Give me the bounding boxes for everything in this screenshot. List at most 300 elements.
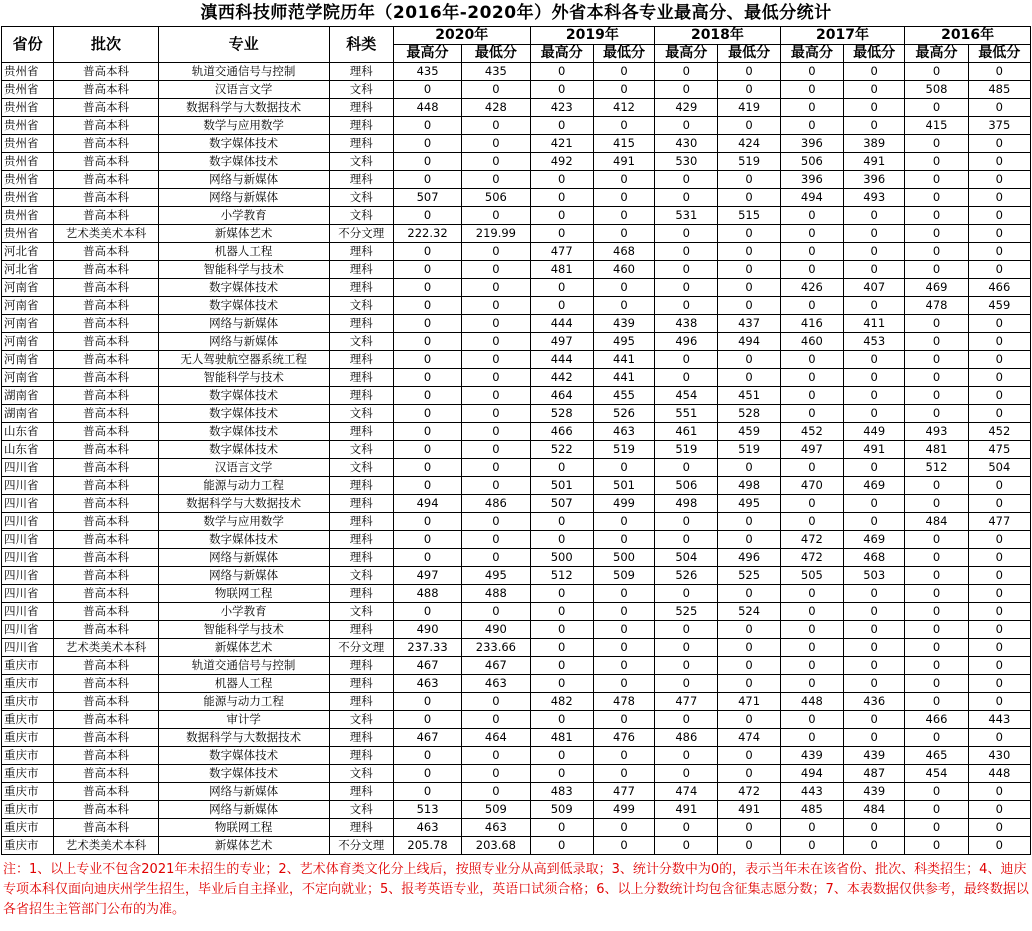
max-2020-cell: 0	[393, 333, 461, 351]
min-2020-cell: 0	[462, 747, 530, 765]
max-2016-cell: 0	[905, 207, 968, 225]
footnote: 注：1、以上专业不包含2021年未招生的专业；2、艺术体育类文化分上线后，按照专业分从高到低录取；3、统计分数中为0的，表示当年未在该省份、批次、科类招生；4、迪庆专项本科仅面向迪庆州学生招生，毕业后自主择业，不定向就业；5、报考英语专业，英语口试须合格；6、以上分数统计均包含征集志愿分数；7、本表数据仅供参考，最终数据以各省招生主管部门公布的为准。	[3, 862, 1029, 917]
header-major: 专业	[158, 27, 329, 63]
table-row	[2, 693, 1031, 711]
batch-cell: 普高本科	[54, 117, 159, 135]
max-2018-cell: 0	[655, 585, 718, 603]
max-2019-cell: 0	[530, 225, 593, 243]
min-2016-cell: 0	[968, 819, 1030, 837]
min-2018-cell: 515	[718, 207, 780, 225]
batch-cell: 普高本科	[54, 603, 159, 621]
batch-cell: 普高本科	[54, 423, 159, 441]
max-2020-cell: 467	[393, 657, 461, 675]
max-2019-cell: 477	[530, 243, 593, 261]
major-cell: 能源与动力工程	[158, 693, 329, 711]
min-2020-cell: 0	[462, 279, 530, 297]
min-2019-cell: 412	[593, 99, 654, 117]
max-2019-cell: 0	[530, 657, 593, 675]
province-cell: 贵州省	[2, 99, 54, 117]
max-2017-cell: 452	[780, 423, 843, 441]
max-2017-cell: 396	[780, 171, 843, 189]
min-2020-cell: 464	[462, 729, 530, 747]
max-2019-cell: 0	[530, 81, 593, 99]
min-2016-cell: 504	[968, 459, 1030, 477]
province-cell: 湖南省	[2, 405, 54, 423]
max-2017-cell: 448	[780, 693, 843, 711]
min-2020-cell: 0	[462, 243, 530, 261]
min-2019-cell: 0	[593, 585, 654, 603]
header-subject: 科类	[329, 27, 393, 63]
max-2019-cell: 528	[530, 405, 593, 423]
max-2016-cell: 0	[905, 837, 968, 855]
max-2018-cell: 0	[655, 819, 718, 837]
province-cell: 四川省	[2, 495, 54, 513]
max-2018-cell: 506	[655, 477, 718, 495]
min-2016-cell: 0	[968, 801, 1030, 819]
max-2018-cell: 526	[655, 567, 718, 585]
table-row	[2, 81, 1031, 99]
max-2019-cell: 442	[530, 369, 593, 387]
table-row	[2, 135, 1031, 153]
min-2017-cell: 0	[844, 369, 905, 387]
major-cell: 数字媒体技术	[158, 279, 329, 297]
min-2020-cell: 490	[462, 621, 530, 639]
header-year-2017: 2017年	[780, 27, 905, 45]
min-2019-cell: 495	[593, 333, 654, 351]
subject-cell: 文科	[329, 801, 393, 819]
table-row	[2, 441, 1031, 459]
min-2018-cell: 0	[718, 657, 780, 675]
min-2016-cell: 0	[968, 729, 1030, 747]
table-row	[2, 729, 1031, 747]
max-2016-cell: 0	[905, 387, 968, 405]
max-2018-cell: 461	[655, 423, 718, 441]
batch-cell: 普高本科	[54, 657, 159, 675]
max-2017-cell: 0	[780, 675, 843, 693]
max-2019-cell: 501	[530, 477, 593, 495]
min-2017-cell: 469	[844, 477, 905, 495]
max-2017-cell: 416	[780, 315, 843, 333]
max-2019-cell: 0	[530, 207, 593, 225]
subject-cell: 文科	[329, 441, 393, 459]
min-2020-cell: 509	[462, 801, 530, 819]
province-cell: 河北省	[2, 243, 54, 261]
min-2019-cell: 415	[593, 135, 654, 153]
batch-cell: 普高本科	[54, 333, 159, 351]
max-2019-cell: 483	[530, 783, 593, 801]
max-2020-cell: 488	[393, 585, 461, 603]
subject-cell: 理科	[329, 693, 393, 711]
batch-cell: 普高本科	[54, 693, 159, 711]
max-2019-cell: 0	[530, 189, 593, 207]
min-2016-cell: 0	[968, 369, 1030, 387]
batch-cell: 普高本科	[54, 549, 159, 567]
max-2017-cell: 0	[780, 495, 843, 513]
max-2019-cell: 0	[530, 675, 593, 693]
max-2016-cell: 493	[905, 423, 968, 441]
major-cell: 数学与应用数学	[158, 117, 329, 135]
min-2020-cell: 0	[462, 459, 530, 477]
major-cell: 数据科学与大数据技术	[158, 729, 329, 747]
max-2019-cell: 507	[530, 495, 593, 513]
min-2019-cell: 0	[593, 531, 654, 549]
min-2020-cell: 463	[462, 675, 530, 693]
header-min-2020: 最低分	[462, 45, 530, 63]
max-2018-cell: 0	[655, 225, 718, 243]
min-2016-cell: 477	[968, 513, 1030, 531]
max-2020-cell: 0	[393, 711, 461, 729]
min-2018-cell: 0	[718, 531, 780, 549]
min-2016-cell: 0	[968, 207, 1030, 225]
min-2019-cell: 0	[593, 675, 654, 693]
min-2016-cell: 0	[968, 783, 1030, 801]
province-cell: 重庆市	[2, 675, 54, 693]
max-2016-cell: 0	[905, 639, 968, 657]
major-cell: 网络与新媒体	[158, 801, 329, 819]
province-cell: 贵州省	[2, 189, 54, 207]
max-2017-cell: 494	[780, 189, 843, 207]
max-2020-cell: 0	[393, 81, 461, 99]
min-2016-cell: 0	[968, 693, 1030, 711]
subject-cell: 不分文理	[329, 639, 393, 657]
max-2018-cell: 477	[655, 693, 718, 711]
min-2016-cell: 375	[968, 117, 1030, 135]
min-2018-cell: 0	[718, 117, 780, 135]
max-2017-cell: 0	[780, 405, 843, 423]
max-2017-cell: 0	[780, 639, 843, 657]
min-2016-cell: 0	[968, 153, 1030, 171]
min-2018-cell: 0	[718, 261, 780, 279]
max-2020-cell: 0	[393, 531, 461, 549]
batch-cell: 艺术类美术本科	[54, 225, 159, 243]
min-2019-cell: 441	[593, 369, 654, 387]
max-2017-cell: 0	[780, 387, 843, 405]
max-2019-cell: 444	[530, 351, 593, 369]
major-cell: 网络与新媒体	[158, 567, 329, 585]
max-2016-cell: 0	[905, 531, 968, 549]
min-2017-cell: 491	[844, 441, 905, 459]
max-2018-cell: 498	[655, 495, 718, 513]
max-2020-cell: 0	[393, 513, 461, 531]
max-2018-cell: 0	[655, 747, 718, 765]
min-2016-cell: 0	[968, 495, 1030, 513]
province-cell: 重庆市	[2, 657, 54, 675]
min-2017-cell: 0	[844, 711, 905, 729]
max-2018-cell: 0	[655, 279, 718, 297]
table-row	[2, 621, 1031, 639]
max-2019-cell: 482	[530, 693, 593, 711]
province-cell: 重庆市	[2, 783, 54, 801]
min-2020-cell: 0	[462, 765, 530, 783]
min-2018-cell: 0	[718, 63, 780, 81]
max-2018-cell: 429	[655, 99, 718, 117]
min-2016-cell: 485	[968, 81, 1030, 99]
max-2016-cell: 0	[905, 333, 968, 351]
min-2019-cell: 0	[593, 747, 654, 765]
batch-cell: 普高本科	[54, 243, 159, 261]
max-2018-cell: 0	[655, 675, 718, 693]
batch-cell: 普高本科	[54, 477, 159, 495]
max-2017-cell: 0	[780, 621, 843, 639]
table-row	[2, 495, 1031, 513]
batch-cell: 普高本科	[54, 801, 159, 819]
major-cell: 轨道交通信号与控制	[158, 657, 329, 675]
min-2016-cell: 0	[968, 171, 1030, 189]
min-2020-cell: 0	[462, 783, 530, 801]
min-2020-cell: 488	[462, 585, 530, 603]
max-2020-cell: 205.78	[393, 837, 461, 855]
min-2018-cell: 519	[718, 153, 780, 171]
batch-cell: 普高本科	[54, 441, 159, 459]
min-2020-cell: 0	[462, 369, 530, 387]
max-2018-cell: 0	[655, 369, 718, 387]
max-2018-cell: 454	[655, 387, 718, 405]
min-2018-cell: 528	[718, 405, 780, 423]
min-2020-cell: 0	[462, 135, 530, 153]
min-2019-cell: 0	[593, 657, 654, 675]
min-2019-cell: 0	[593, 189, 654, 207]
max-2018-cell: 486	[655, 729, 718, 747]
batch-cell: 艺术类美术本科	[54, 639, 159, 657]
subject-cell: 理科	[329, 423, 393, 441]
min-2017-cell: 0	[844, 675, 905, 693]
min-2019-cell: 0	[593, 207, 654, 225]
min-2019-cell: 519	[593, 441, 654, 459]
min-2016-cell: 0	[968, 549, 1030, 567]
max-2020-cell: 497	[393, 567, 461, 585]
batch-cell: 普高本科	[54, 387, 159, 405]
min-2018-cell: 519	[718, 441, 780, 459]
min-2016-cell: 0	[968, 657, 1030, 675]
table-row	[2, 153, 1031, 171]
max-2016-cell: 0	[905, 603, 968, 621]
max-2018-cell: 0	[655, 621, 718, 639]
max-2020-cell: 0	[393, 117, 461, 135]
subject-cell: 文科	[329, 297, 393, 315]
max-2018-cell: 0	[655, 117, 718, 135]
major-cell: 数字媒体技术	[158, 747, 329, 765]
major-cell: 网络与新媒体	[158, 783, 329, 801]
max-2019-cell: 421	[530, 135, 593, 153]
max-2017-cell: 0	[780, 513, 843, 531]
max-2016-cell: 0	[905, 171, 968, 189]
max-2017-cell: 497	[780, 441, 843, 459]
max-2017-cell: 0	[780, 117, 843, 135]
major-cell: 新媒体艺术	[158, 639, 329, 657]
min-2016-cell: 0	[968, 225, 1030, 243]
table-row	[2, 801, 1031, 819]
min-2017-cell: 439	[844, 783, 905, 801]
batch-cell: 普高本科	[54, 63, 159, 81]
max-2018-cell: 0	[655, 711, 718, 729]
major-cell: 数字媒体技术	[158, 135, 329, 153]
max-2020-cell: 222.32	[393, 225, 461, 243]
subject-cell: 理科	[329, 99, 393, 117]
max-2019-cell: 0	[530, 765, 593, 783]
max-2017-cell: 0	[780, 603, 843, 621]
min-2020-cell: 0	[462, 531, 530, 549]
batch-cell: 普高本科	[54, 207, 159, 225]
min-2016-cell: 0	[968, 567, 1030, 585]
max-2018-cell: 525	[655, 603, 718, 621]
major-cell: 智能科学与技术	[158, 621, 329, 639]
province-cell: 四川省	[2, 639, 54, 657]
batch-cell: 普高本科	[54, 405, 159, 423]
min-2018-cell: 0	[718, 243, 780, 261]
province-cell: 贵州省	[2, 117, 54, 135]
table-row	[2, 243, 1031, 261]
max-2020-cell: 490	[393, 621, 461, 639]
major-cell: 轨道交通信号与控制	[158, 63, 329, 81]
subject-cell: 理科	[329, 171, 393, 189]
major-cell: 网络与新媒体	[158, 171, 329, 189]
table-row	[2, 369, 1031, 387]
min-2020-cell: 0	[462, 423, 530, 441]
table-row	[2, 99, 1031, 117]
batch-cell: 普高本科	[54, 279, 159, 297]
province-cell: 河南省	[2, 333, 54, 351]
min-2018-cell: 0	[718, 171, 780, 189]
province-cell: 河南省	[2, 351, 54, 369]
province-cell: 贵州省	[2, 135, 54, 153]
min-2020-cell: 435	[462, 63, 530, 81]
subject-cell: 文科	[329, 711, 393, 729]
max-2016-cell: 484	[905, 513, 968, 531]
min-2016-cell: 0	[968, 189, 1030, 207]
province-cell: 重庆市	[2, 729, 54, 747]
max-2018-cell: 0	[655, 243, 718, 261]
batch-cell: 普高本科	[54, 189, 159, 207]
min-2019-cell: 477	[593, 783, 654, 801]
min-2018-cell: 474	[718, 729, 780, 747]
min-2019-cell: 0	[593, 171, 654, 189]
max-2016-cell: 0	[905, 549, 968, 567]
min-2017-cell: 0	[844, 261, 905, 279]
max-2018-cell: 430	[655, 135, 718, 153]
min-2017-cell: 493	[844, 189, 905, 207]
subject-cell: 理科	[329, 315, 393, 333]
max-2019-cell: 0	[530, 819, 593, 837]
max-2019-cell: 0	[530, 297, 593, 315]
subject-cell: 理科	[329, 513, 393, 531]
subject-cell: 文科	[329, 459, 393, 477]
min-2017-cell: 449	[844, 423, 905, 441]
min-2017-cell: 0	[844, 495, 905, 513]
min-2017-cell: 0	[844, 63, 905, 81]
min-2018-cell: 0	[718, 351, 780, 369]
province-cell: 山东省	[2, 441, 54, 459]
subject-cell: 理科	[329, 621, 393, 639]
table-row	[2, 531, 1031, 549]
major-cell: 智能科学与技术	[158, 261, 329, 279]
min-2019-cell: 0	[593, 117, 654, 135]
major-cell: 机器人工程	[158, 243, 329, 261]
max-2020-cell: 237.33	[393, 639, 461, 657]
subject-cell: 理科	[329, 819, 393, 837]
min-2019-cell: 499	[593, 801, 654, 819]
max-2016-cell: 469	[905, 279, 968, 297]
batch-cell: 普高本科	[54, 495, 159, 513]
table-row	[2, 747, 1031, 765]
province-cell: 河南省	[2, 297, 54, 315]
max-2016-cell: 0	[905, 819, 968, 837]
max-2016-cell: 0	[905, 585, 968, 603]
max-2020-cell: 463	[393, 819, 461, 837]
max-2016-cell: 508	[905, 81, 968, 99]
province-cell: 重庆市	[2, 819, 54, 837]
max-2018-cell: 496	[655, 333, 718, 351]
max-2016-cell: 0	[905, 783, 968, 801]
min-2020-cell: 428	[462, 99, 530, 117]
max-2019-cell: 0	[530, 279, 593, 297]
header-max-2019: 最高分	[530, 45, 593, 63]
max-2019-cell: 0	[530, 171, 593, 189]
major-cell: 数据科学与大数据技术	[158, 99, 329, 117]
table-row	[2, 459, 1031, 477]
min-2020-cell: 0	[462, 441, 530, 459]
subject-cell: 理科	[329, 657, 393, 675]
max-2017-cell: 426	[780, 279, 843, 297]
table-row	[2, 261, 1031, 279]
min-2019-cell: 439	[593, 315, 654, 333]
table-row	[2, 171, 1031, 189]
max-2019-cell: 512	[530, 567, 593, 585]
min-2017-cell: 503	[844, 567, 905, 585]
table-row	[2, 567, 1031, 585]
major-cell: 物联网工程	[158, 819, 329, 837]
min-2017-cell: 0	[844, 81, 905, 99]
max-2017-cell: 494	[780, 765, 843, 783]
max-2018-cell: 551	[655, 405, 718, 423]
max-2017-cell: 0	[780, 369, 843, 387]
min-2018-cell: 0	[718, 837, 780, 855]
table-row	[2, 333, 1031, 351]
min-2018-cell: 437	[718, 315, 780, 333]
min-2016-cell: 0	[968, 99, 1030, 117]
subject-cell: 文科	[329, 153, 393, 171]
major-cell: 物联网工程	[158, 585, 329, 603]
batch-cell: 普高本科	[54, 171, 159, 189]
table-row	[2, 675, 1031, 693]
max-2020-cell: 435	[393, 63, 461, 81]
min-2017-cell: 0	[844, 207, 905, 225]
province-cell: 河南省	[2, 279, 54, 297]
min-2020-cell: 0	[462, 549, 530, 567]
batch-cell: 普高本科	[54, 531, 159, 549]
batch-cell: 普高本科	[54, 153, 159, 171]
major-cell: 网络与新媒体	[158, 189, 329, 207]
subject-cell: 理科	[329, 549, 393, 567]
batch-cell: 普高本科	[54, 135, 159, 153]
min-2020-cell: 0	[462, 387, 530, 405]
header-max-2018: 最高分	[655, 45, 718, 63]
major-cell: 汉语言文学	[158, 81, 329, 99]
max-2017-cell: 0	[780, 711, 843, 729]
province-cell: 四川省	[2, 567, 54, 585]
max-2020-cell: 0	[393, 279, 461, 297]
min-2016-cell: 0	[968, 261, 1030, 279]
province-cell: 贵州省	[2, 63, 54, 81]
max-2020-cell: 467	[393, 729, 461, 747]
province-cell: 四川省	[2, 603, 54, 621]
min-2019-cell: 0	[593, 225, 654, 243]
major-cell: 新媒体艺术	[158, 837, 329, 855]
min-2017-cell: 439	[844, 747, 905, 765]
major-cell: 网络与新媒体	[158, 549, 329, 567]
table-row	[2, 63, 1031, 81]
min-2016-cell: 0	[968, 315, 1030, 333]
max-2017-cell: 0	[780, 837, 843, 855]
